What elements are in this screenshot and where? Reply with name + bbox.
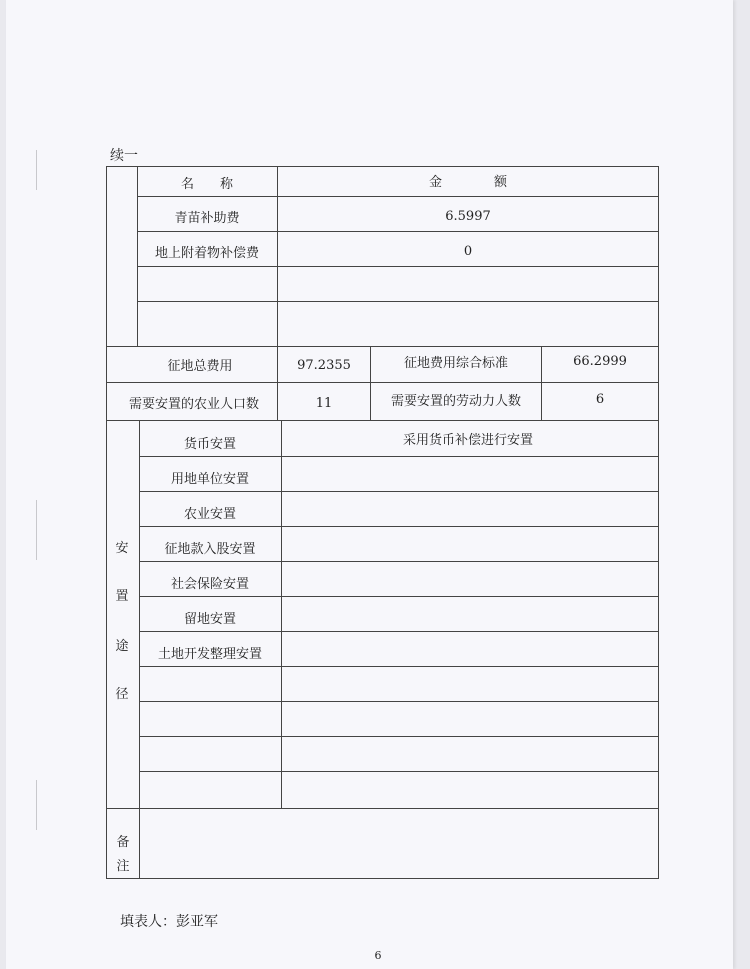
resettlement-label-char: 径	[115, 687, 129, 702]
filler-label: 填表人：	[120, 914, 176, 930]
row-divider	[139, 631, 658, 632]
row-divider	[106, 346, 658, 347]
scan-mark	[36, 500, 37, 560]
col-divider	[281, 420, 282, 808]
resettlement-label-char: 途	[115, 639, 129, 654]
summary-label: 需要安置的农业人口数	[128, 397, 260, 412]
resettlement-item-value: 采用货币补偿进行安置	[402, 433, 534, 448]
col-divider	[137, 166, 138, 346]
item-name: 地上附着物补偿费	[154, 246, 260, 261]
row-divider	[106, 382, 658, 383]
col-divider	[277, 166, 278, 346]
item-amount: 0	[463, 244, 473, 259]
table-border-right	[658, 166, 659, 878]
resettlement-item-name: 用地单位安置	[170, 472, 250, 487]
header-name: 名 称	[180, 177, 234, 192]
row-divider	[137, 231, 658, 232]
summary-value: 97.2355	[297, 358, 351, 373]
row-divider	[139, 456, 658, 457]
row-divider	[137, 301, 658, 302]
row-divider	[106, 808, 658, 809]
filler-name: 彭亚军	[176, 914, 218, 930]
summary-value: 66.2999	[573, 354, 627, 369]
resettlement-item-name: 社会保险安置	[170, 577, 250, 592]
table-border-left	[106, 166, 107, 878]
scan-mark	[36, 780, 37, 830]
resettlement-item-name: 农业安置	[183, 507, 237, 522]
item-name: 青苗补助费	[174, 211, 240, 226]
summary-label: 需要安置的劳动力人数	[390, 394, 522, 409]
row-divider	[137, 196, 658, 197]
summary-value: 11	[315, 396, 333, 411]
row-divider	[106, 420, 658, 421]
row-divider	[139, 561, 658, 562]
scan-mark	[36, 150, 37, 190]
col-divider	[139, 420, 140, 878]
filler-info	[120, 915, 218, 929]
row-divider	[139, 736, 658, 737]
resettlement-item-name: 留地安置	[183, 612, 237, 627]
resettlement-label-char: 安	[115, 541, 129, 556]
remarks-label-char: 备	[116, 835, 130, 850]
table-border-top	[106, 166, 658, 167]
col-divider	[370, 346, 371, 420]
resettlement-item-name: 土地开发整理安置	[157, 647, 263, 662]
table-border-bottom	[106, 878, 659, 879]
item-amount: 6.5997	[445, 209, 491, 224]
resettlement-label-char: 置	[115, 589, 129, 604]
col-divider	[541, 346, 542, 420]
continued-label: 续一	[110, 148, 138, 164]
resettlement-item-name: 征地款入股安置	[164, 542, 256, 557]
row-divider	[137, 266, 658, 267]
row-divider	[139, 701, 658, 702]
remarks-label-char: 注	[116, 859, 130, 874]
row-divider	[139, 771, 658, 772]
resettlement-item-name: 货币安置	[183, 437, 237, 452]
page-number: 6	[374, 949, 382, 962]
row-divider	[139, 526, 658, 527]
row-divider	[139, 666, 658, 667]
document-page	[6, 0, 733, 969]
row-divider	[139, 596, 658, 597]
row-divider	[139, 491, 658, 492]
summary-label: 征地总费用	[167, 359, 233, 374]
summary-label: 征地费用综合标准	[403, 356, 509, 371]
col-divider	[277, 346, 278, 420]
summary-value: 6	[595, 392, 605, 407]
header-amount: 金 额	[428, 175, 508, 190]
